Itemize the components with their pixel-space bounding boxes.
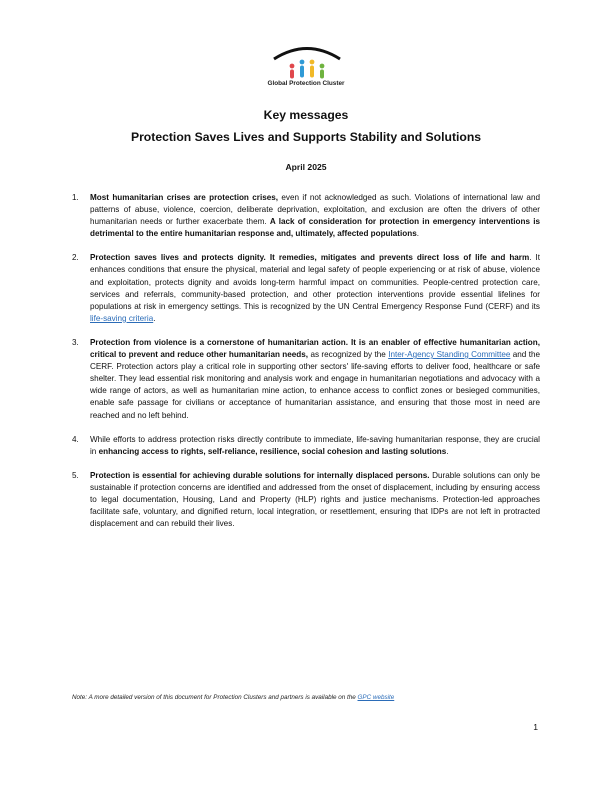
list-item xyxy=(72,337,540,422)
item-text: . xyxy=(446,446,449,456)
page-number: 1 xyxy=(533,722,538,732)
item-text: and the CERF. Protection actors play a critical role in supporting other sectors' life-saving efforts to deliver food, healthcare or safe shelter. They lead essential risk monitoring and analysis work and engage in humanitarian negotiations and advocacy with a wide range of actors, as well as humanitarian mine action, to enhance access to conflict zones or besieged communities, enable safe passage for civilians or acceptance of humanitarian assistance, and ensuring that those most in need are reached and no left behind. xyxy=(90,350,540,420)
item-bold-text: Most humanitarian crises are protection crises, xyxy=(90,193,279,202)
key-messages-list xyxy=(72,192,540,542)
document-date: April 2025 xyxy=(285,162,327,172)
list-item xyxy=(72,252,540,325)
item-text: . xyxy=(153,313,156,323)
item-text: . It enhances conditions that ensure the physical, material and legal safety of people experiencing or at risk of abuse, violence and exploitation, protects dignity and avoids long-term harmful impact on communities. People-centred protection care, services and referrals, community-based protection, and other protection interventions provide essential lifelines for populations at risk in emergency settings. This is recognized by the UN Central Emergency Response Fund (CERF) and its xyxy=(90,253,541,311)
iasc-link[interactable]: Inter-Agency Standing Committee xyxy=(388,350,511,360)
logo-caption: Global Protection Cluster xyxy=(267,80,345,87)
item-number: 2. xyxy=(72,253,79,263)
item-bold-text: Protection is essential for achieving durable solutions for internally displaced persons. xyxy=(90,470,430,480)
item-bold-text: Protection saves lives and protects dignity. It remedies, mitigates and prevents direct loss of life and harm xyxy=(90,253,530,263)
item-text: . xyxy=(416,229,419,239)
item-text: Durable solutions can only be sustainable if protection concerns are identified and addressed from the onset of displacement, including by ensuring access to legal documentation, Housing, Land and Property (HLP) rights and justice mechanisms. Protection-led approaches facilitate safe, voluntary, and dignified return, local integration, or resettlement, ensuring that IDPs are not left in protracted displacement and can rebuild their lives. xyxy=(90,470,540,529)
list-item xyxy=(72,192,540,240)
list-item xyxy=(72,434,540,458)
item-text: as recognized by the xyxy=(308,350,389,360)
gpc-website-link[interactable]: GPC website xyxy=(357,694,395,701)
item-number: 3. xyxy=(72,337,79,347)
page-subheading: Protection Saves Lives and Supports Stability and Solutions xyxy=(130,130,482,144)
item-bold-text: Protection from violence is a cornerstone of humanitarian action. It is an enabler of effective humanitarian action, critical to prevent and reduce other humanitarian needs, xyxy=(90,337,540,360)
item-number: 5. xyxy=(72,470,79,480)
page-heading: Key messages xyxy=(263,108,349,122)
item-text: even if not acknowledged as such. Violations of international law and patterns of abuse, violence, coercion, deliberate deprivation, exploitation, and exclusion are often the drivers of other humanitarian needs or further exacerbate them. xyxy=(90,193,540,227)
item-bold-text: A lack of consideration for protection in emergency interventions is detrimental to the entire humanitarian response and, ultimately, affected populations xyxy=(90,217,540,239)
item-number: 4. xyxy=(72,434,79,444)
item-number: 1. xyxy=(72,193,79,202)
footnote xyxy=(72,694,394,701)
footnote-text: Note: A more detailed version of this document for Protection Clusters and partners is available on the xyxy=(72,694,358,701)
life-saving-criteria-link[interactable]: life-saving criteria xyxy=(90,313,154,323)
list-item xyxy=(72,470,540,530)
item-bold-text: enhancing access to rights, self-reliance, resilience, social cohesion and lasting solutions xyxy=(98,446,447,456)
item-text: While efforts to address protection risks directly contribute to immediate, life-saving humanitarian response, they are crucial in xyxy=(90,434,540,456)
people-figures-icon xyxy=(290,60,325,79)
